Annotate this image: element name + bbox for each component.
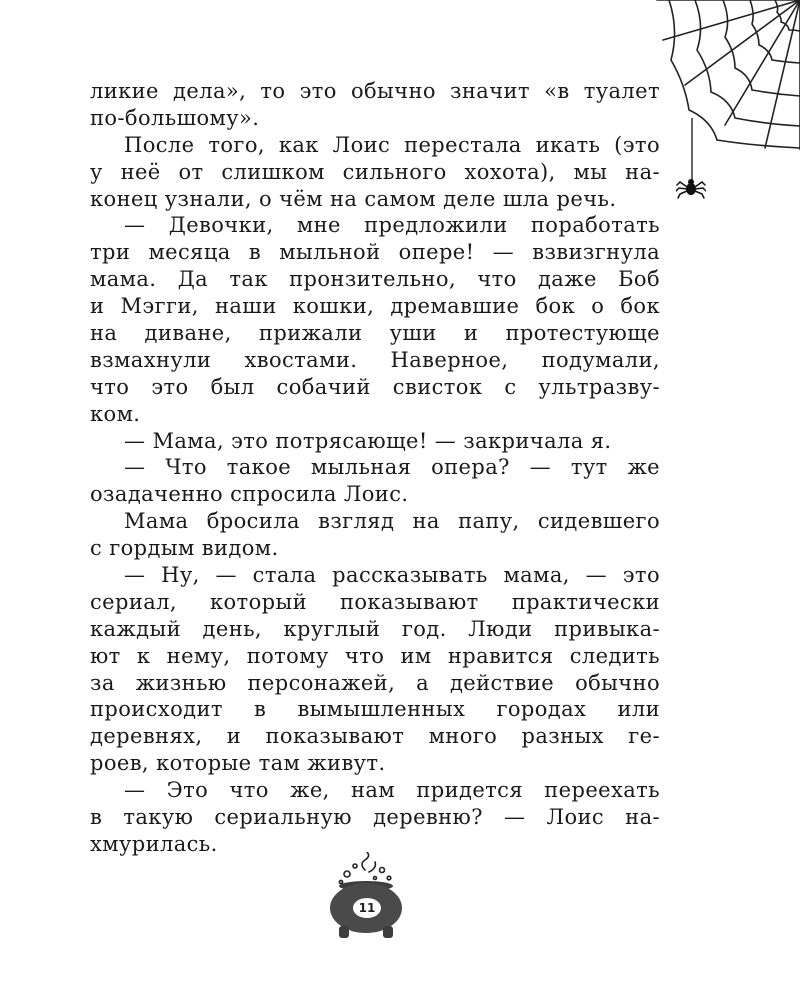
text-line: ком. [90, 401, 141, 426]
text-line: у неё от слишком сильного хохота), мы на- [90, 159, 660, 184]
text-line: три месяца в мыльной опере! — взвизгнула [90, 240, 660, 265]
text-line: — Это что же, нам придется переехать [124, 778, 660, 803]
text-line: После того, как Лоис перестала икать (это [124, 132, 660, 157]
text-line: деревнях, и показывают много разных ге- [90, 724, 660, 749]
spider-thread [690, 118, 694, 182]
spider-icon [676, 178, 706, 200]
text-line: Мама бросила взгляд на папу, сидевшего [124, 509, 660, 534]
page-number: 11 [358, 901, 376, 915]
text-line: ликие дела», то это обычно значит «в туалет [90, 79, 660, 103]
spider-web-icon [655, 0, 800, 150]
text-line: в такую сериальную деревню? — Лоис на- [90, 805, 660, 830]
text-line: происходит в вымышленных городах или [90, 697, 660, 722]
text-line: сериал, который показывают практически [90, 589, 660, 614]
text-line: ют к нему, потому что им нравится следить [90, 643, 660, 668]
text-line: каждый день, круглый год. Люди привыка- [90, 616, 660, 641]
text-line: взмахнули хвостами. Наверное, подумали, [90, 347, 660, 372]
text-line: за жизнью персонажей, а действие обычно [90, 670, 660, 695]
text-line: что это был собачий свисток с ультразву- [90, 374, 660, 399]
text-line: и Мэгги, наши кошки, дремавшие бок о бок [90, 294, 660, 319]
text-line: мама. Да так пронзительно, что даже Боб [90, 267, 660, 292]
text-line: озадаченно спросила Лоис. [90, 482, 409, 507]
text-line: — Что такое мыльная опера? — тут же [124, 455, 660, 480]
text-line: на диване, прижали уши и протестующе [90, 321, 660, 346]
text-line: с гордым видом. [90, 536, 279, 561]
text-line: конец узнали, о чём на самом деле шла речь. [90, 186, 617, 211]
text-line: — Мама, это потрясающе! — закричала я. [124, 428, 612, 453]
text-line: — Ну, — стала рассказывать мама, — это [124, 563, 660, 588]
text-line: по-большому». [90, 105, 260, 130]
text-line: — Девочки, мне предложили поработать [124, 213, 660, 238]
body-text [90, 78, 660, 858]
text-line: роев, которые там живут. [90, 751, 386, 776]
text-line: хмурилась. [90, 831, 218, 856]
